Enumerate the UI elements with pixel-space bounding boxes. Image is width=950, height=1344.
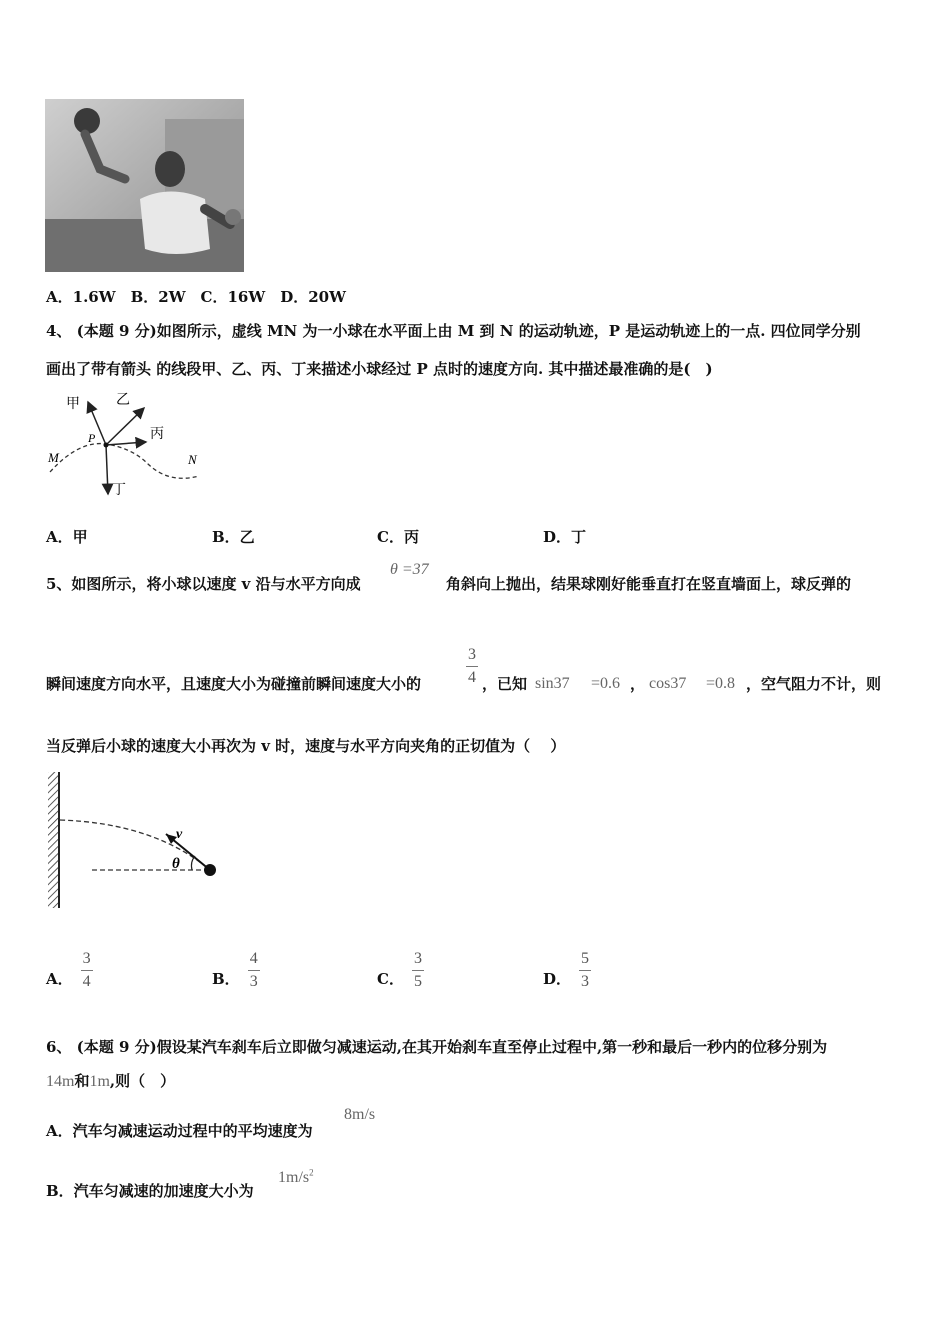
q4-option-c: C．丙 [377, 528, 419, 546]
q4-stem-line1: 4、 (本题 9 分)如图所示，虚线 MN 为一小球在水平面上由 M 到 N 的运动轨迹，P 是运动轨迹上的一点. 四位同学分别 [46, 322, 861, 340]
q6-option-b-value [278, 1167, 314, 1187]
wall-hatching [48, 772, 58, 908]
ball [204, 864, 216, 876]
q5-option-d-label: D． [543, 970, 572, 988]
q3-options: A．1.6W B．2W C．16W D．20W [46, 288, 346, 306]
q5-frac-num: 3 [468, 646, 476, 663]
q5-stem-line2b: ，已知 [482, 675, 528, 693]
q5-stem-line3: 当反弹后小球的速度大小再次为 v 时，速度与水平方向夹角的正切值为（ ） [46, 737, 566, 755]
q6-tail: ,则（ ） [109, 1072, 176, 1090]
q5-stem-line1a: 5、如图所示，将小球以速度 v 沿与水平方向成 [46, 575, 361, 593]
q6-first-second-displacement: 14m [46, 1073, 75, 1090]
q5-theta-expression: θ =37 [390, 561, 429, 578]
q5-option-b-fraction: $\frac{4}{3}$ [249, 950, 258, 990]
q5-comma: ， [630, 675, 646, 693]
label-v: v [176, 827, 183, 842]
q6-last-second-displacement: 1m [89, 1073, 110, 1090]
q4-trajectory-figure [44, 390, 214, 505]
label-theta: θ [172, 856, 180, 872]
q5-option-a-fraction: $\frac{3}{4}$ [82, 950, 91, 990]
q6-stem-line2 [46, 1070, 175, 1091]
q6-option-a-value: 8m/s [344, 1106, 376, 1123]
q5-sin-expression: sin37 [535, 675, 570, 692]
label-bing: 丙 [150, 426, 164, 442]
q6-option-b-unit: 1m/s [278, 1169, 310, 1186]
q5-option-c-label: C． [377, 970, 404, 988]
label-jia: 甲 [66, 396, 80, 412]
q6-stem-line1: 6、 (本题 9 分)假设某汽车刹车后立即做匀减速运动,在其开始刹车直至停止过程中,第一秒和最后一秒内的位移分别为 [46, 1038, 828, 1056]
q4-option-b: B．乙 [212, 528, 255, 546]
q5-option-c-fraction: $\frac{3}{5}$ [413, 950, 422, 990]
q6-option-b-exponent: 2 [309, 1167, 314, 1178]
q5-stem-line1b: 角斜向上抛出，结果球刚好能垂直打在竖直墙面上，球反弹的 [446, 575, 852, 593]
q5-cos-expression: cos37 [649, 675, 687, 692]
arrow-yi [106, 408, 144, 445]
label-m: M [48, 450, 59, 465]
q6-option-b-text: B．汽车匀减速的加速度大小为 [46, 1182, 254, 1200]
arrow-ding [106, 445, 108, 494]
q5-option-d [543, 950, 591, 991]
label-yi: 乙 [116, 392, 130, 408]
q5-cos-value: =0.8 [706, 675, 736, 692]
q5-fraction-three-quarters [466, 646, 478, 687]
label-n: N [188, 452, 197, 467]
q4-option-a: A．甲 [46, 528, 88, 546]
q5-frac-den: 4 [468, 669, 476, 686]
label-p: P [88, 431, 96, 445]
q5-sin-value: =0.6 [591, 675, 621, 692]
q5-option-a [46, 950, 93, 991]
q5-option-b [212, 950, 260, 991]
q6-and: 和 [74, 1072, 90, 1090]
q5-stem-line2a: 瞬间速度方向水平，且速度大小为碰撞前瞬间速度大小的 [46, 675, 422, 693]
q5-option-b-label: B． [212, 970, 240, 988]
q5-option-a-label: A． [46, 970, 73, 988]
q5-option-d-fraction: $\frac{5}{3}$ [581, 950, 590, 990]
q4-stem-line2: 画出了带有箭头 的线段甲、乙、丙、丁来描述小球经过 P 点时的速度方向. 其中描述最准确的是( ) [46, 360, 713, 378]
trajectory-curve [60, 820, 210, 870]
q5-stem-line2c: ，空气阻力不计，则 [746, 675, 882, 693]
volleyball-player-photo [45, 99, 244, 272]
q4-option-d: D．丁 [543, 528, 587, 546]
q5-option-c [377, 950, 424, 991]
arrow-bing [106, 442, 146, 445]
trajectory-curve [50, 444, 199, 479]
q6-option-a-text: A．汽车匀减速运动过程中的平均速度为 [46, 1122, 313, 1140]
q5-wall-figure [44, 768, 234, 913]
label-ding: 丁 [112, 482, 126, 498]
